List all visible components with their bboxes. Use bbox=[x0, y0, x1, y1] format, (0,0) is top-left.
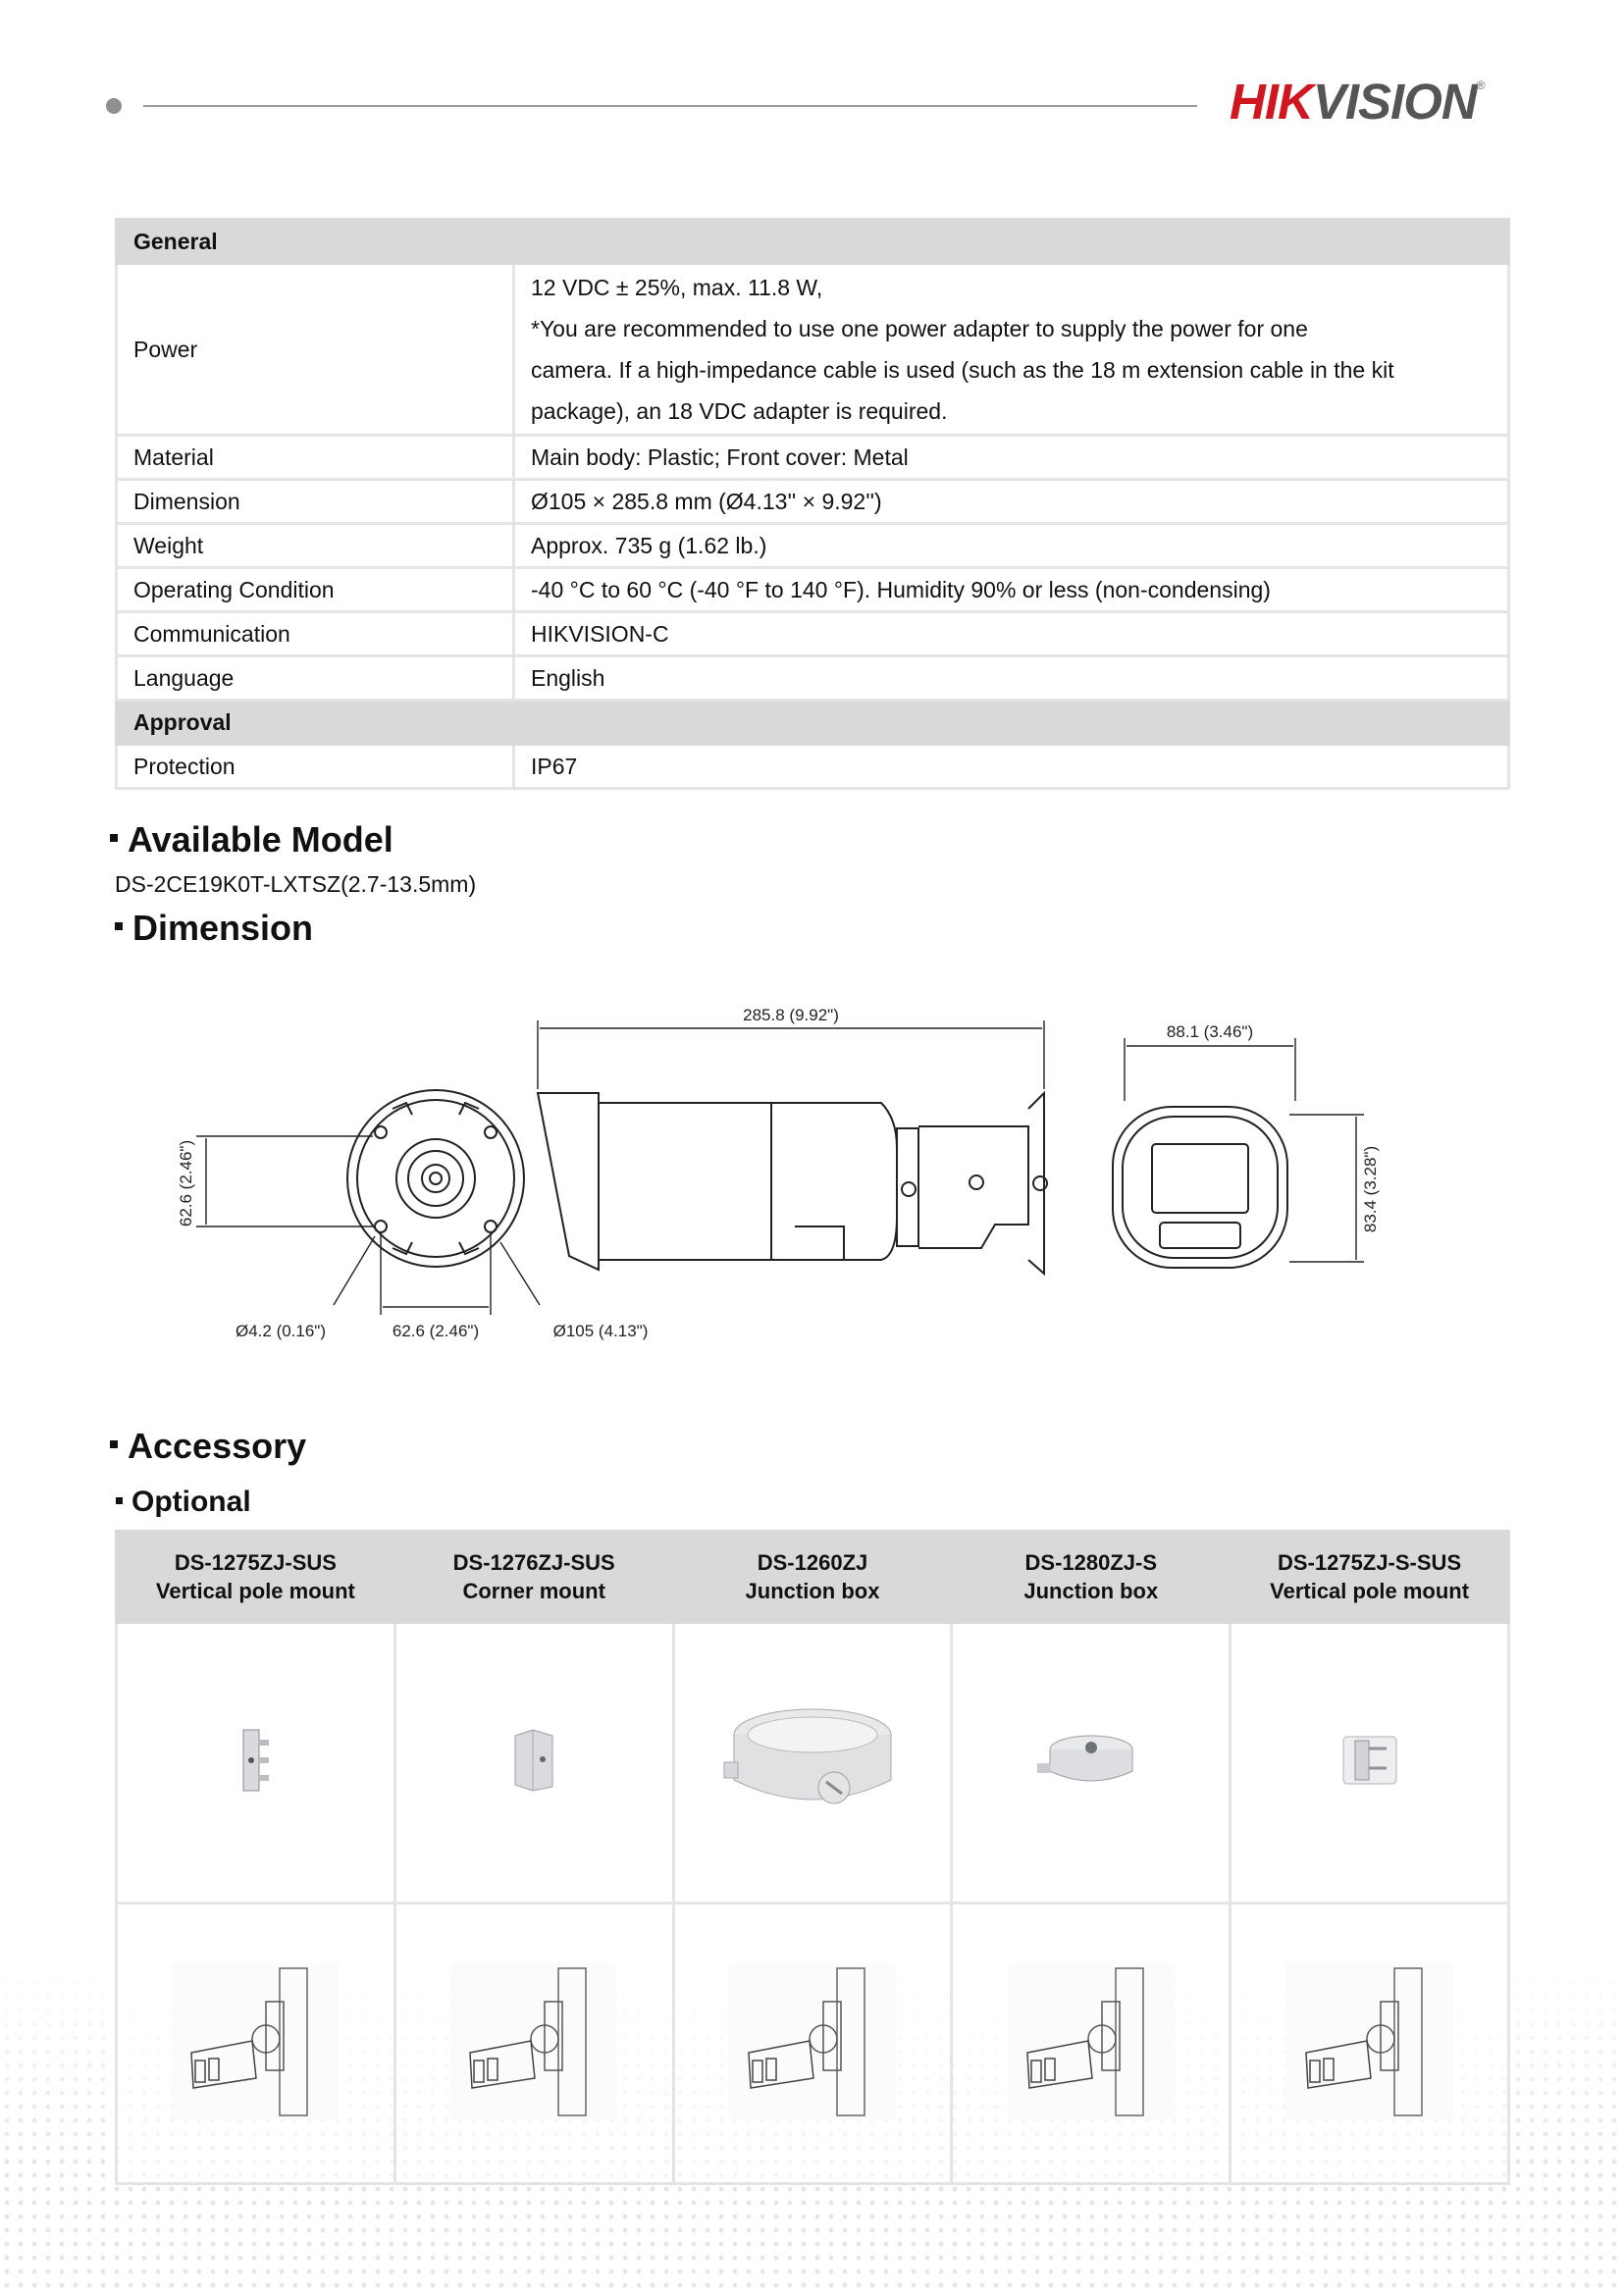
spec-row bbox=[117, 568, 1509, 612]
optional-heading: Optional bbox=[116, 1486, 251, 1519]
spec-label: Power bbox=[117, 264, 514, 436]
accessory-model: DS-1276ZJ-SUS bbox=[452, 1550, 615, 1575]
junction-box-small-icon bbox=[1037, 1782, 1145, 1799]
accessory-installation-cell bbox=[117, 1904, 395, 2184]
spec-section-row bbox=[117, 701, 1509, 745]
hikvision-logo: HIKVISION® bbox=[1230, 74, 1486, 130]
spec-value: -40 °C to 60 °C (-40 °F to 140 °F). Humidity 90% or less (non-condensing) bbox=[514, 568, 1509, 612]
accessory-heading: Accessory bbox=[110, 1426, 306, 1467]
accessory-product-cell bbox=[117, 1623, 395, 1904]
model-number: DS-2CE19K0T-LXTSZ(2.7-13.5mm) bbox=[115, 871, 477, 897]
spec-label: Operating Condition bbox=[117, 568, 514, 612]
spec-label: Weight bbox=[117, 524, 514, 568]
rear-view-camera bbox=[1113, 1107, 1287, 1268]
spec-row bbox=[117, 612, 1509, 656]
spec-section-title: General bbox=[117, 220, 1509, 264]
spec-value: English bbox=[514, 656, 1509, 701]
side-view-camera bbox=[538, 1093, 1047, 1274]
installation-diagram-icon bbox=[1286, 2107, 1453, 2123]
available-model-heading: Available Model bbox=[110, 819, 393, 861]
spec-row bbox=[117, 745, 1509, 789]
accessory-installation-cell bbox=[394, 1904, 673, 2184]
side-view-dims bbox=[538, 1020, 1044, 1089]
pole-mount-icon bbox=[234, 1780, 277, 1797]
spec-value-line: camera. If a high-impedance cable is used (such as the 18 m extension cable in the kit bbox=[531, 357, 1394, 383]
spec-value: HIKVISION-C bbox=[514, 612, 1509, 656]
accessory-description: Junction box bbox=[745, 1579, 880, 1603]
accessory-product-cell bbox=[1231, 1623, 1509, 1904]
corner-mount-icon bbox=[509, 1780, 558, 1797]
dimension-drawing bbox=[177, 991, 1403, 1364]
installation-diagram-icon bbox=[450, 2107, 617, 2123]
spec-table bbox=[115, 218, 1510, 790]
accessory-description: Corner mount bbox=[462, 1579, 605, 1603]
spec-row bbox=[117, 264, 1509, 436]
dimension-heading: Dimension bbox=[115, 908, 313, 949]
front-view-dims bbox=[196, 1136, 540, 1315]
spec-value-line: 12 VDC ± 25%, max. 11.8 W, bbox=[531, 275, 823, 300]
accessory-header-cell bbox=[952, 1532, 1231, 1623]
accessory-model: DS-1275ZJ-SUS bbox=[174, 1550, 337, 1575]
front-view-base bbox=[347, 1090, 524, 1267]
accessory-product-cell bbox=[673, 1623, 952, 1904]
spec-label: Protection bbox=[117, 745, 514, 789]
spec-row bbox=[117, 656, 1509, 701]
spec-value: Ø105 × 285.8 mm (Ø4.13'' × 9.92'') bbox=[514, 480, 1509, 524]
installation-diagram-icon bbox=[1008, 2107, 1175, 2123]
spec-value: IP67 bbox=[514, 745, 1509, 789]
dim-width: 88.1 (3.46") bbox=[1166, 1022, 1254, 1041]
installation-diagram-icon bbox=[172, 2107, 339, 2123]
accessory-product-cell bbox=[394, 1623, 673, 1904]
accessory-installation-cell bbox=[1231, 1904, 1509, 2184]
accessory-product-cell bbox=[952, 1623, 1231, 1904]
spec-value: Main body: Plastic; Front cover: Metal bbox=[514, 436, 1509, 480]
accessory-header-cell bbox=[394, 1532, 673, 1623]
spec-label: Dimension bbox=[117, 480, 514, 524]
spec-section-title: Approval bbox=[117, 701, 1509, 745]
dim-hole-vertical: 62.6 (2.46") bbox=[177, 1139, 195, 1227]
accessory-model: DS-1260ZJ bbox=[757, 1550, 868, 1575]
dim-hole-diameter: Ø4.2 (0.16") bbox=[235, 1322, 327, 1340]
spec-row bbox=[117, 436, 1509, 480]
spec-value-line: package), an 18 VDC adapter is required. bbox=[531, 398, 948, 424]
dim-height: 83.4 (3.28") bbox=[1361, 1145, 1380, 1233]
spec-value-line: *You are recommended to use one power adapter to supply the power for one bbox=[531, 316, 1308, 341]
spec-row bbox=[117, 524, 1509, 568]
installation-diagram-icon bbox=[729, 2107, 896, 2123]
spec-value: Approx. 735 g (1.62 lb.) bbox=[514, 524, 1509, 568]
accessory-header-cell bbox=[117, 1532, 395, 1623]
accessory-header-cell bbox=[673, 1532, 952, 1623]
accessory-description: Vertical pole mount bbox=[155, 1579, 355, 1603]
accessory-installation-cell bbox=[952, 1904, 1231, 2184]
dim-length: 285.8 (9.92") bbox=[743, 1006, 839, 1024]
accessory-model: DS-1275ZJ-S-SUS bbox=[1278, 1550, 1462, 1575]
accessory-header-cell bbox=[1231, 1532, 1509, 1623]
header-rule bbox=[143, 105, 1197, 107]
spec-label: Material bbox=[117, 436, 514, 480]
dim-base-diameter: Ø105 (4.13") bbox=[552, 1322, 649, 1340]
accessory-description: Junction box bbox=[1023, 1579, 1159, 1603]
spec-label: Communication bbox=[117, 612, 514, 656]
accessory-model: DS-1280ZJ-S bbox=[1024, 1550, 1158, 1575]
accessory-installation-cell bbox=[673, 1904, 952, 2184]
accessory-description: Vertical pole mount bbox=[1270, 1579, 1470, 1603]
spec-label: Language bbox=[117, 656, 514, 701]
header-dot bbox=[106, 98, 122, 114]
accessory-table bbox=[115, 1530, 1510, 2185]
dim-hole-horizontal: 62.6 (2.46") bbox=[392, 1322, 480, 1340]
junction-box-large-icon bbox=[724, 1806, 901, 1823]
spec-value bbox=[514, 264, 1509, 436]
pole-mount-small-icon bbox=[1337, 1777, 1402, 1794]
spec-section-row bbox=[117, 220, 1509, 264]
spec-row bbox=[117, 480, 1509, 524]
